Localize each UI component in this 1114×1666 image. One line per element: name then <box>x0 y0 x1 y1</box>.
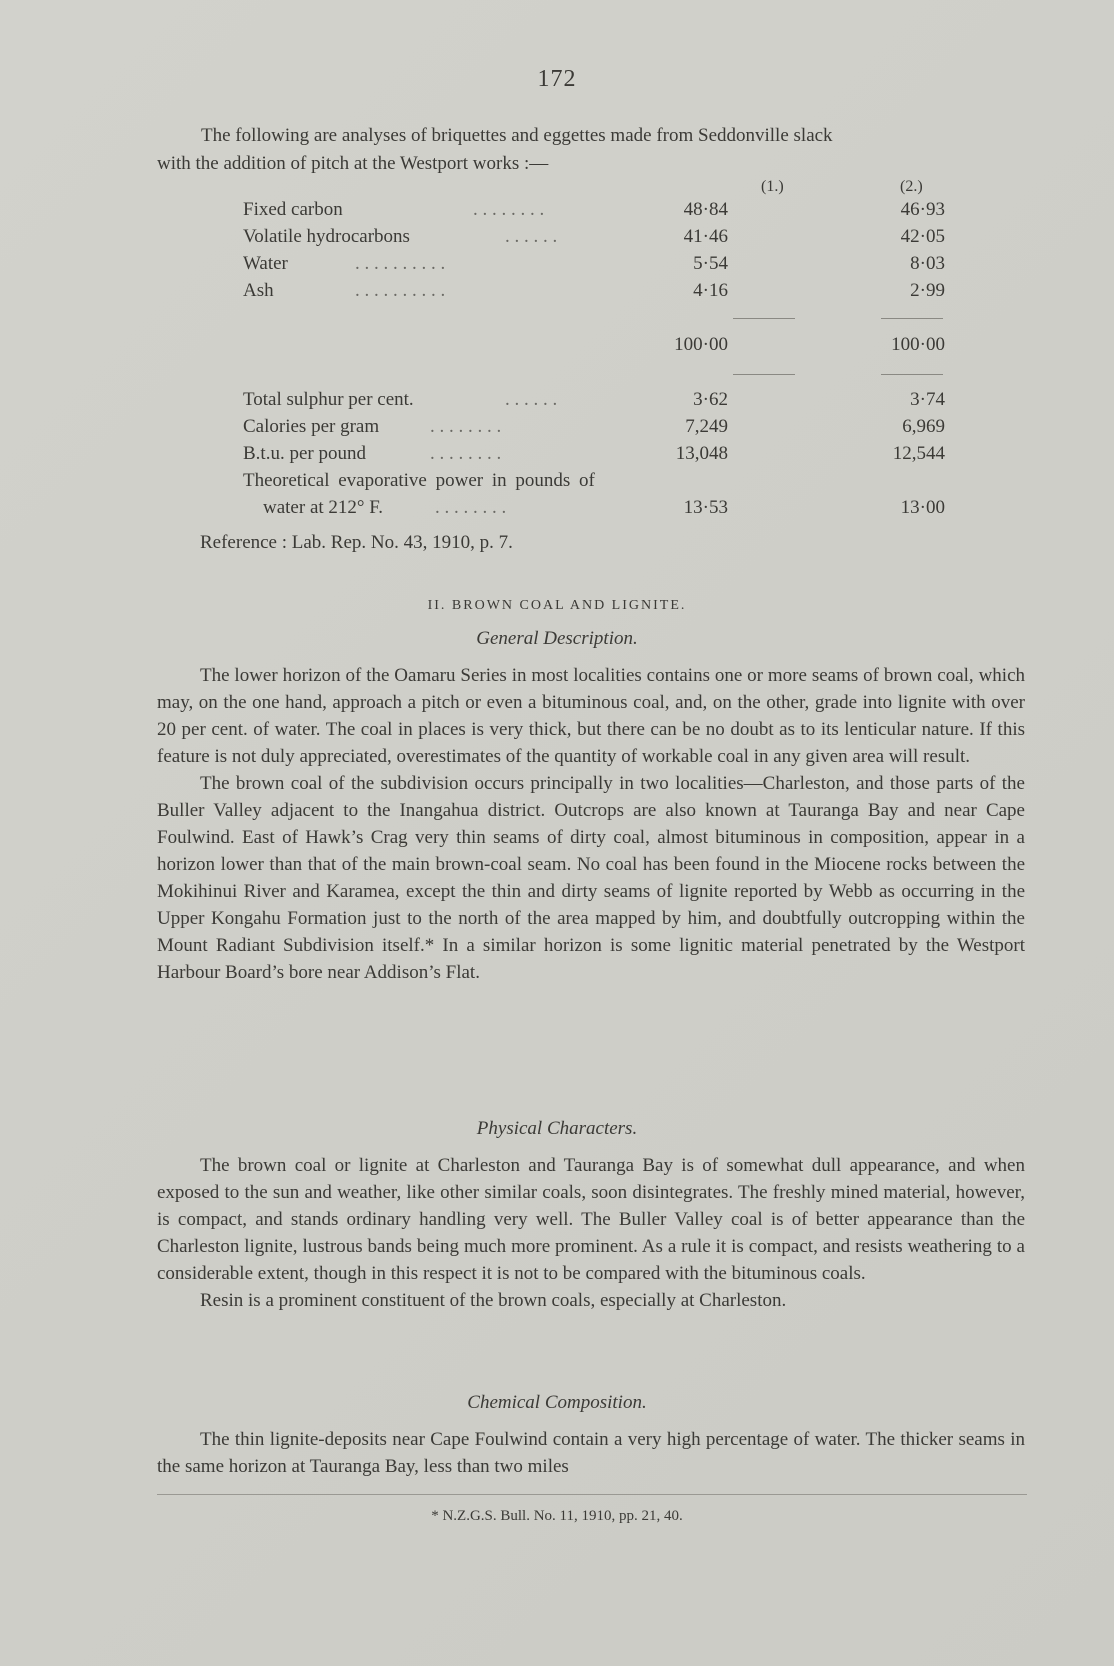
sum-rule <box>733 374 795 375</box>
composition-rows <box>243 196 943 304</box>
chemical-composition-text <box>157 1426 1025 1480</box>
table-row <box>243 494 943 521</box>
table-row <box>243 467 943 494</box>
table-row <box>243 250 943 277</box>
section-heading: II. BROWN COAL AND LIGNITE. <box>427 598 687 613</box>
table-row <box>243 386 943 413</box>
value-col-2: 2·99 <box>910 280 945 301</box>
leader-dots: . . . . . . . . <box>430 443 502 464</box>
page-number: 172 <box>537 66 577 92</box>
physical-characters-text <box>157 1152 1025 1314</box>
value-col-2: 3·74 <box>910 389 945 410</box>
property-rows <box>243 386 943 521</box>
footnote: * N.Z.G.S. Bull. No. 11, 1910, pp. 21, 40. <box>431 1508 683 1524</box>
row-label: Volatile hydrocarbons <box>243 226 410 247</box>
sum-rule <box>733 318 795 319</box>
value-col-1: 4·16 <box>693 280 728 301</box>
value-col-1: 7,249 <box>685 416 728 437</box>
value-col-1: 5·54 <box>693 253 728 274</box>
row-label: water at 212° F. <box>263 497 384 518</box>
column-header-1: (1.) <box>761 178 784 195</box>
total-col-2: 100·00 <box>891 334 945 355</box>
value-col-2: 13·00 <box>900 497 945 518</box>
value-col-2: 6,969 <box>902 416 945 437</box>
row-label: Theoretical evaporative power in pounds of <box>243 470 595 491</box>
subheading-general: General Description. <box>476 628 638 649</box>
reference-line: Reference : Lab. Rep. No. 43, 1910, p. 7. <box>200 532 513 553</box>
leader-dots: . . . . . . <box>505 389 558 410</box>
column-header-2: (2.) <box>900 178 923 195</box>
leader-dots: . . . . . . . . . . <box>355 253 446 274</box>
row-label: Water <box>243 253 288 274</box>
row-label: Total sulphur per cent. <box>243 389 414 410</box>
leader-dots: . . . . . . . . <box>473 199 545 220</box>
intro-line-2: with the addition of pitch at the Westport works :— <box>157 153 549 174</box>
total-col-1: 100·00 <box>674 334 728 355</box>
value-col-2: 8·03 <box>910 253 945 274</box>
value-col-1: 3·62 <box>693 389 728 410</box>
value-col-1: 13·53 <box>683 497 728 518</box>
intro-line-1: The following are analyses of briquettes and eggettes made from Seddonville slack <box>201 125 833 146</box>
table-row <box>243 223 943 250</box>
sum-rule <box>881 318 943 319</box>
paragraph: The brown coal or lignite at Charleston and Tauranga Bay is of somewhat dull appearance, and when exposed to the sun and weather, like other similar coals, soon disintegrates. The freshly mined material, however, is compact, and stands ordinary handling very well. The Buller Valley coal is of better appearance than the Charleston lignite, lustrous bands being much more prominent. As a rule it is compact, and resists weathering to a considerable extent, though in this respect it is not to be compared with the bituminous coals. <box>157 1155 1025 1284</box>
value-col-2: 46·93 <box>900 199 945 220</box>
total-row <box>243 331 943 358</box>
paragraph: The lower horizon of the Oamaru Series in most localities contains one or more seams of brown coal, which may, on the one hand, approach a pitch or even a bituminous coal, and, on the other, grade into lignite with over 20 per cent. of water. The coal in places is very thick, but there can be no doubt as to its lenticular nature. If this feature is not duly appreciated, overestimates of the quantity of workable coal in any given area will result. <box>157 665 1025 767</box>
intro-paragraph <box>157 122 1027 178</box>
footnote-rule <box>157 1494 1027 1495</box>
table-row <box>243 196 943 223</box>
leader-dots: . . . . . . . . <box>435 497 507 518</box>
row-label: Calories per gram <box>243 416 380 437</box>
value-col-1: 13,048 <box>675 443 728 464</box>
table-row <box>243 440 943 467</box>
row-label: B.t.u. per pound <box>243 443 366 464</box>
subheading-chemical: Chemical Composition. <box>467 1392 647 1413</box>
paragraph: Resin is a prominent constituent of the brown coals, especially at Charleston. <box>200 1290 787 1311</box>
leader-dots: . . . . . . . . . . <box>355 280 446 301</box>
table-row <box>243 413 943 440</box>
value-col-2: 42·05 <box>900 226 945 247</box>
paragraph: The thin lignite-deposits near Cape Foulwind contain a very high percentage of water. The thicker seams in the same horizon at Tauranga Bay, less than two miles <box>157 1429 1025 1477</box>
leader-dots: . . . . . . . . <box>430 416 502 437</box>
subheading-physical: Physical Characters. <box>476 1118 638 1139</box>
sum-rule <box>881 374 943 375</box>
general-description-text <box>157 662 1025 986</box>
row-label: Ash <box>243 280 274 301</box>
value-col-2: 12,544 <box>892 443 945 464</box>
value-col-1: 41·46 <box>683 226 728 247</box>
paragraph: The brown coal of the subdivision occurs principally in two localities—Charleston, and those parts of the Buller Valley adjacent to the Inangahua district. Outcrops are also known at Tauranga Bay and near Cape Foulwind. East of Hawk’s Crag very thin seams of dirty coal, almost bituminous in composition, appear in a horizon lower than that of the main brown-coal seam. No coal has been found in the Miocene rocks between the Mokihinui River and Karamea, except the thin and dirty seams of lignite reported by Webb as occurring in the Upper Kongahu Formation just to the north of the area mapped by him, and doubtfully outcropping within the Mount Radiant Subdivision itself.* In a similar horizon is some lignitic material penetrated by the Westport Harbour Board’s bore near Addison’s Flat. <box>157 773 1025 983</box>
leader-dots: . . . . . . <box>505 226 558 247</box>
row-label: Fixed carbon <box>243 199 343 220</box>
table-row <box>243 277 943 304</box>
value-col-1: 48·84 <box>683 199 728 220</box>
